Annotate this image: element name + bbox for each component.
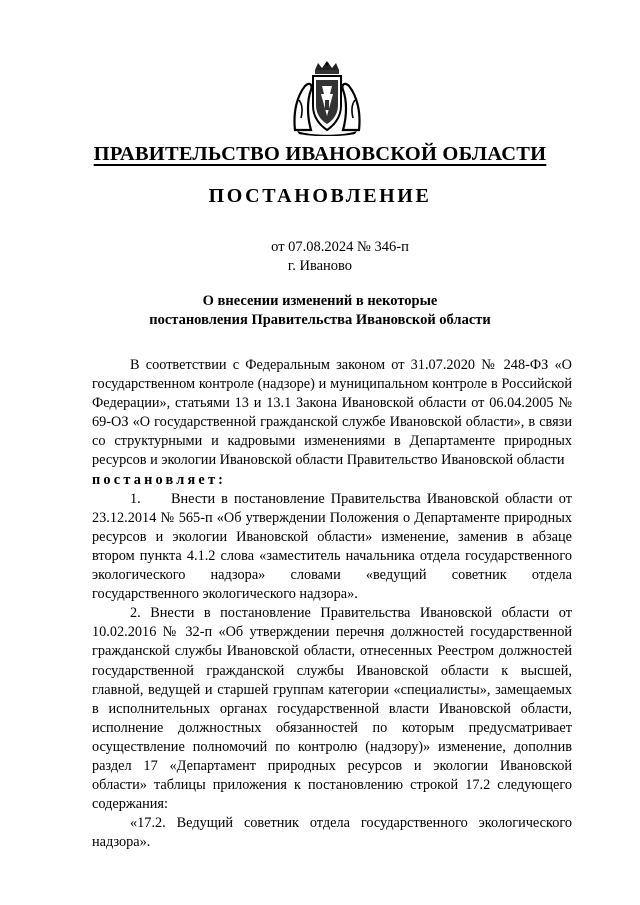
document-city: г. Иваново: [287, 258, 353, 274]
document-title-line-2: постановления Правительства Ивановской области: [149, 312, 491, 328]
document-date-number: от 07.08.2024 № 346-п: [271, 239, 409, 255]
decree-word: [92, 471, 572, 490]
item-1-paragraph: [92, 490, 572, 605]
item-1-text: Внести в постановление Правительства Ивановской области от 23.12.2014 № 565-п «Об утверждении Положения о Департаменте природных ресурсов и экологии Ивановской области» изменение, заменив в абзаце втором пункта 4.1.2 слова «заместитель начальника отдела государственного экологического надзора» словами «ведущий советник отдела государственного экологического надзора».: [92, 490, 572, 603]
organization-name: ПРАВИТЕЛЬСТВО ИВАНОВСКОЙ ОБЛАСТИ: [93, 143, 547, 165]
quote-paragraph: «17.2. Ведущий советник отдела государственного экологического надзора».: [92, 815, 572, 851]
document-type: ПОСТАНОВЛЕНИЕ: [208, 185, 432, 207]
item-1-number: 1.: [130, 490, 141, 507]
document-title-line-1: О внесении изменений в некоторые: [202, 293, 438, 309]
item-2-paragraph: 2. Внести в постановление Правительства Ивановской области от 10.02.2016 № 32-п «Об утверждении перечня должностей государственной гражданской службы Ивановской области, отнесенных Реестром должностей государственной гражданской службы Ивановской области к высшей, главной, ведущей и старшей группам категории «специалисты», замещаемых в исполнительных органах государственной власти Ивановской области, исполнение должностных обязанностей по которым предусматривает осуществление полномочий по контролю (надзору)» изменение, дополнив раздел 17 «Департамент природных ресурсов и экологии Ивановской области» таблицы приложения к постановлению строкой 17.2 следующего содержания:: [92, 605, 572, 813]
coat-of-arms-icon: [289, 60, 365, 136]
preamble-paragraph: В соответствии с Федеральным законом от 31.07.2020 № 248-ФЗ «О государственном контроле (надзоре) и муниципальном контроле в Российской Федерации», статьями 13 и 13.1 Закона Ивановской области от 06.04.2005 № 69-ОЗ «О государственной гражданской службе Ивановской области», в связи со структурными и кадровыми изменениями в Департаменте природных ресурсов и экологии Ивановской области Правительство Ивановской области: [92, 357, 572, 469]
decree-word-text: постановляет:: [92, 471, 227, 488]
document-body: [92, 356, 572, 852]
